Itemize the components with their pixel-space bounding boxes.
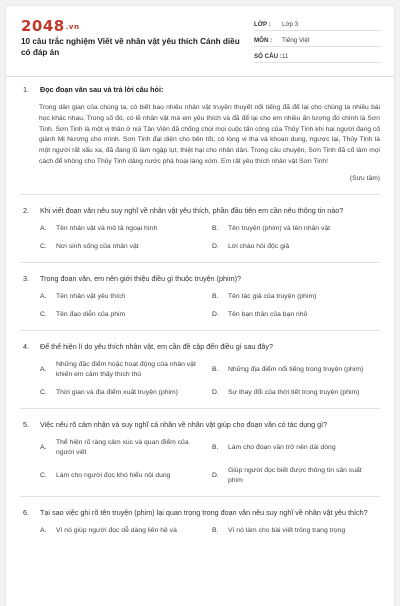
option-text: Lời chào hỏi độc giả bbox=[228, 242, 290, 250]
option-text: Giúp người đọc biết được thông tin sản xuất phim bbox=[228, 466, 362, 484]
answer-option-c[interactable] bbox=[40, 466, 212, 486]
option-text: Tên đạo diễn của phim bbox=[56, 310, 126, 318]
option-text: Nơi sinh sống của nhân vật bbox=[56, 242, 139, 250]
option-label: A. bbox=[40, 224, 47, 232]
reading-passage: Trong dân gian của chúng ta, có biết bao nhiêu nhân vật truyền thuyết nổi tiếng đã để lại cho chúng ta nhiều bài học khác nhau. Trong số đó, có lẽ nhân vật mà em yêu thích và đã để lại cho em nhiều ấn tượng đó chính là Sơn Tinh. Sơn Tinh là một vị thần ở núi Tản Viên đã chống chọi mọi cuộc tấn công của Thủy Tinh khi hai người đang cố giành Mị Nương cho mình. Sơn Tinh đại diện cho bên tốt, có lòng vị tha và khoan dung, ngược lại, Thủy Tinh là một người rất xấu xa, đã đang lũ làm ngập lụt, thiệt hại cho nhân dân. Trong câu chuyện, Sơn Tinh đã cố làm mọi cách để không cho Thủy Tinh dâng nước phá hoại làng xóm. Em rất yêu thích nhân vật Sơn Tinh! bbox=[39, 104, 380, 165]
question-5 bbox=[6, 419, 394, 486]
option-text: Tên nhân vật yêu thích bbox=[56, 292, 126, 300]
option-label: C. bbox=[40, 242, 47, 250]
answer-option-a[interactable] bbox=[40, 526, 212, 536]
option-text: Tên tác giả của truyện (phim) bbox=[228, 292, 317, 300]
question-divider bbox=[20, 496, 380, 497]
answer-option-b[interactable] bbox=[212, 526, 384, 536]
answer-options bbox=[40, 360, 394, 398]
meta-key: SỐ CÂU : bbox=[254, 52, 282, 60]
option-label: B. bbox=[212, 224, 219, 232]
meta-value: Lớp 3 bbox=[282, 20, 299, 28]
question-text: Việc nêu rõ cảm nhận và suy nghĩ cá nhân về nhân vật giúp cho đoạn văn có tác dụng gì? bbox=[40, 419, 328, 429]
question-divider bbox=[20, 262, 380, 263]
document-header bbox=[6, 6, 394, 64]
answer-options bbox=[40, 292, 394, 320]
option-label: A. bbox=[40, 526, 47, 534]
question-divider bbox=[20, 408, 380, 409]
question-text: Khi viết đoạn văn nêu suy nghĩ về nhân vật yêu thích, phần đầu tiên em cần nêu thông tin nào? bbox=[40, 205, 344, 215]
answer-option-d[interactable] bbox=[212, 388, 384, 398]
question-number: 5. bbox=[23, 419, 29, 429]
site-logo[interactable] bbox=[21, 17, 79, 35]
document-page bbox=[6, 6, 394, 606]
meta-row-grade bbox=[254, 18, 382, 31]
option-label: B. bbox=[212, 443, 219, 451]
question-4 bbox=[6, 341, 394, 398]
option-text: Thời gian và địa điểm xuất truyện (phim) bbox=[56, 388, 178, 396]
question-3 bbox=[6, 273, 394, 320]
question-number: 4. bbox=[23, 341, 29, 351]
question-text: Trong đoạn văn, em nên giới thiệu điều gì thuộc truyện (phim)? bbox=[40, 273, 242, 283]
option-text: Những địa điểm nổi tiếng trong truyện (phim) bbox=[228, 365, 364, 373]
answer-option-a[interactable] bbox=[40, 292, 212, 302]
option-label: A. bbox=[40, 292, 47, 300]
option-text: Làm cho đoạn văn trở nên dài dòng bbox=[228, 443, 336, 451]
question-number: 3. bbox=[23, 273, 29, 283]
answer-option-b[interactable] bbox=[212, 292, 384, 302]
meta-value: 11 bbox=[282, 52, 289, 60]
answer-option-c[interactable] bbox=[40, 310, 212, 320]
option-label: B. bbox=[212, 526, 219, 534]
question-text: Để thể hiện lí do yêu thích nhân vật, em cần đề cập đến điều gì sau đây? bbox=[40, 341, 273, 351]
meta-key: MÔN : bbox=[254, 36, 273, 44]
meta-info bbox=[254, 18, 382, 66]
answer-option-d[interactable] bbox=[212, 310, 384, 320]
meta-row-count bbox=[254, 50, 382, 63]
question-number: 6. bbox=[23, 507, 29, 517]
option-text: Tên bạn thân của bạn nhỏ bbox=[228, 310, 308, 318]
option-label: A. bbox=[40, 365, 47, 373]
answer-option-a[interactable] bbox=[40, 438, 212, 458]
option-text: Những đặc điểm hoặc hoạt động của nhân vật khiến em cảm thấy thích thú bbox=[56, 360, 196, 378]
question-1 bbox=[6, 84, 394, 184]
answer-options bbox=[40, 224, 394, 252]
meta-row-subject bbox=[254, 34, 382, 47]
answer-option-a[interactable] bbox=[40, 224, 212, 234]
option-text: Thể hiện rõ ràng cảm xúc và quan điểm của người viết bbox=[56, 438, 189, 456]
document-title: 10 câu trắc nghiệm Viết về nhân vật yêu thích Cánh diều có đáp án bbox=[21, 37, 240, 57]
logo-suffix: .vn bbox=[65, 22, 80, 31]
question-number: 2. bbox=[23, 205, 29, 215]
answer-option-a[interactable] bbox=[40, 360, 212, 380]
option-label: C. bbox=[40, 310, 47, 318]
question-number: 1. bbox=[23, 85, 29, 94]
option-text: Tên truyện (phim) và tên nhân vật bbox=[228, 224, 331, 232]
option-label: C. bbox=[40, 471, 47, 479]
option-label: A. bbox=[40, 443, 47, 451]
answer-option-d[interactable] bbox=[212, 242, 384, 252]
question-2 bbox=[6, 205, 394, 252]
option-label: D. bbox=[212, 388, 219, 396]
answer-option-b[interactable] bbox=[212, 360, 384, 380]
option-label: B. bbox=[212, 292, 219, 300]
answer-options bbox=[40, 526, 394, 536]
option-label: D. bbox=[212, 242, 219, 250]
meta-value: Tiếng Việt bbox=[282, 36, 310, 44]
question-text: Đọc đoạn văn sau và trả lời câu hỏi: bbox=[40, 85, 164, 94]
option-text: Tên nhân vật và mô tả ngoại hình bbox=[56, 224, 158, 232]
option-text: Vì nó giúp người đọc dễ dàng liên hệ và bbox=[56, 526, 177, 534]
answer-option-b[interactable] bbox=[212, 438, 384, 458]
option-text: Vì nó làm cho bài viết trông trang trọng bbox=[228, 526, 346, 534]
answer-option-c[interactable] bbox=[40, 242, 212, 252]
passage-source: (Sưu tầm) bbox=[349, 174, 380, 182]
meta-key: LỚP : bbox=[254, 20, 271, 28]
question-6 bbox=[6, 507, 394, 536]
option-label: D. bbox=[212, 471, 219, 479]
question-divider bbox=[20, 330, 380, 331]
answer-option-d[interactable] bbox=[212, 466, 384, 486]
answer-options bbox=[40, 438, 394, 486]
option-label: C. bbox=[40, 388, 47, 396]
option-text: Sự thay đổi của thời tiết trong truyện (phim) bbox=[228, 388, 360, 396]
answer-option-b[interactable] bbox=[212, 224, 384, 234]
logo-text: 2048 bbox=[21, 17, 65, 35]
option-label: D. bbox=[212, 310, 219, 318]
question-divider bbox=[20, 194, 380, 195]
question-list bbox=[6, 84, 394, 536]
question-text: Tại sao việc ghi rõ tên truyện (phim) lại quan trọng trong đoạn văn nêu suy nghĩ về nhân vật yêu thích? bbox=[40, 507, 368, 517]
header-divider bbox=[6, 76, 394, 77]
answer-option-c[interactable] bbox=[40, 388, 212, 398]
option-text: Làm cho người đọc khó hiểu nội dung bbox=[56, 471, 171, 479]
option-label: B. bbox=[212, 365, 219, 373]
